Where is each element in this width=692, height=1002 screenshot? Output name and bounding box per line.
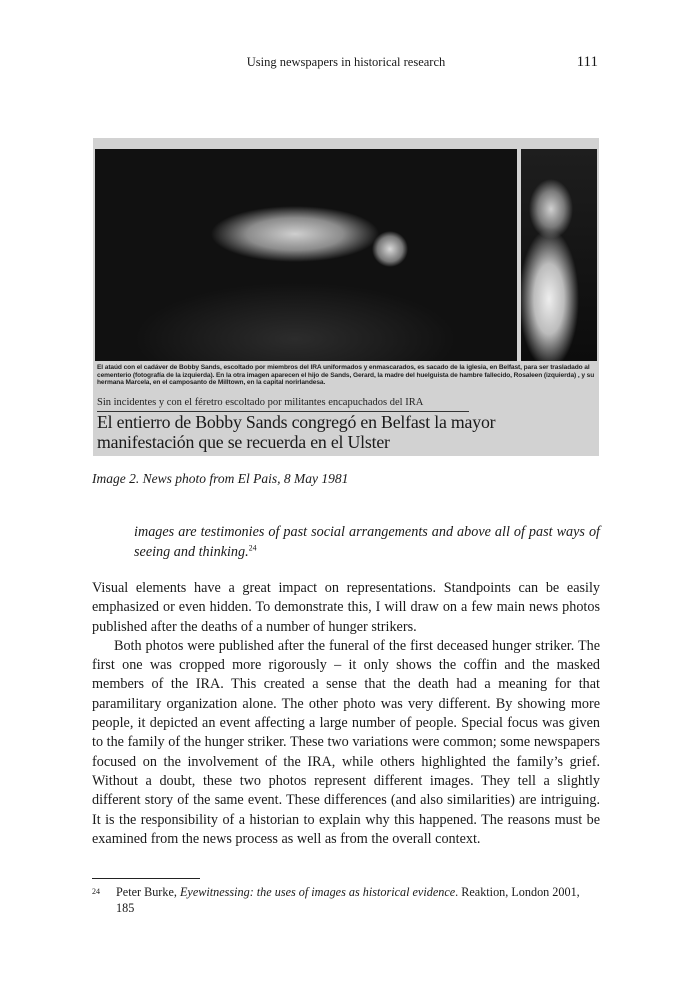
clipping-headline-line2: manifestación que se recuerda en el Ulster xyxy=(97,432,390,452)
footnote-author: Peter Burke, xyxy=(116,885,180,899)
footnote-rest: . Reaktion, London 2001, 185 xyxy=(116,885,580,915)
footnote-number: 24 xyxy=(92,887,100,896)
clipping-headline xyxy=(97,412,597,452)
footnote-rule xyxy=(92,878,200,879)
footnote-reference[interactable]: 24 xyxy=(248,543,257,553)
paragraph-2: Both photos were published after the funeral of the first deceased hunger striker. The first one was cropped more rigorously – it only shows the coffin and the masked members of the IRA. This created a sense that the death had a meaning for that paramilitary organization alone. The other photo was very different. By showing more people, it depicted an event affecting a large number of people. Special focus was given to the family of the hunger striker. These two variations were common; some newspapers focused on the involvement of the IRA, while others highlighted the family’s grief. Without a doubt, these two photos represent different images. They tell a slightly different story of the same event. These differences (and also similarities) are intriguing. It is the responsibility of a historian to explain why this happened. The reasons must be examined from the news process as well as from the overall context. xyxy=(92,637,600,847)
newspaper-clipping-image xyxy=(93,138,599,456)
running-head xyxy=(92,54,600,72)
photo-coffin xyxy=(95,149,517,361)
quote-text: images are testimonies of past social arrangements and above all of past ways of seeing and thinking. xyxy=(134,524,600,560)
photo-family xyxy=(521,149,597,361)
page-number: 111 xyxy=(576,54,598,70)
clipping-kicker: Sin incidentes y con el féretro escoltado por militantes encapuchados del IRA xyxy=(97,397,424,408)
footnote-text xyxy=(116,884,600,916)
paragraph-1: Visual elements have a great impact on representations. Standpoints can be easily emphasized or even hidden. To demonstrate this, I will draw on a few main news photos published after the deaths of a number of hunger strikers. xyxy=(92,580,600,635)
running-head-title: Using newspapers in historical research xyxy=(246,55,446,69)
clipping-photo-caption: El ataúd con el cadáver de Bobby Sands, escoltado por miembros del IRA uniformados y enmascarados, es sacado de la iglesia, en Belfast, para ser trasladado al cementerio (fotografía de la izquierda). En la otra imagen aparecen el hijo de Sands, Gerard, la madre del huelguista de hambre fallecido, Rosaleen (izquierda) , y su hermana Marcela, en el camposanto de Milltown, en la capital norirlandesa. xyxy=(97,364,595,387)
block-quote xyxy=(134,522,600,562)
figure-caption: Image 2. News photo from El Pais, 8 May 1981 xyxy=(92,471,349,486)
clipping-headline-line1: El entierro de Bobby Sands congregó en Belfast la mayor xyxy=(97,412,496,432)
footnote-title: Eyewitnessing: the uses of images as historical evidence xyxy=(179,885,456,899)
body-text xyxy=(92,579,600,849)
